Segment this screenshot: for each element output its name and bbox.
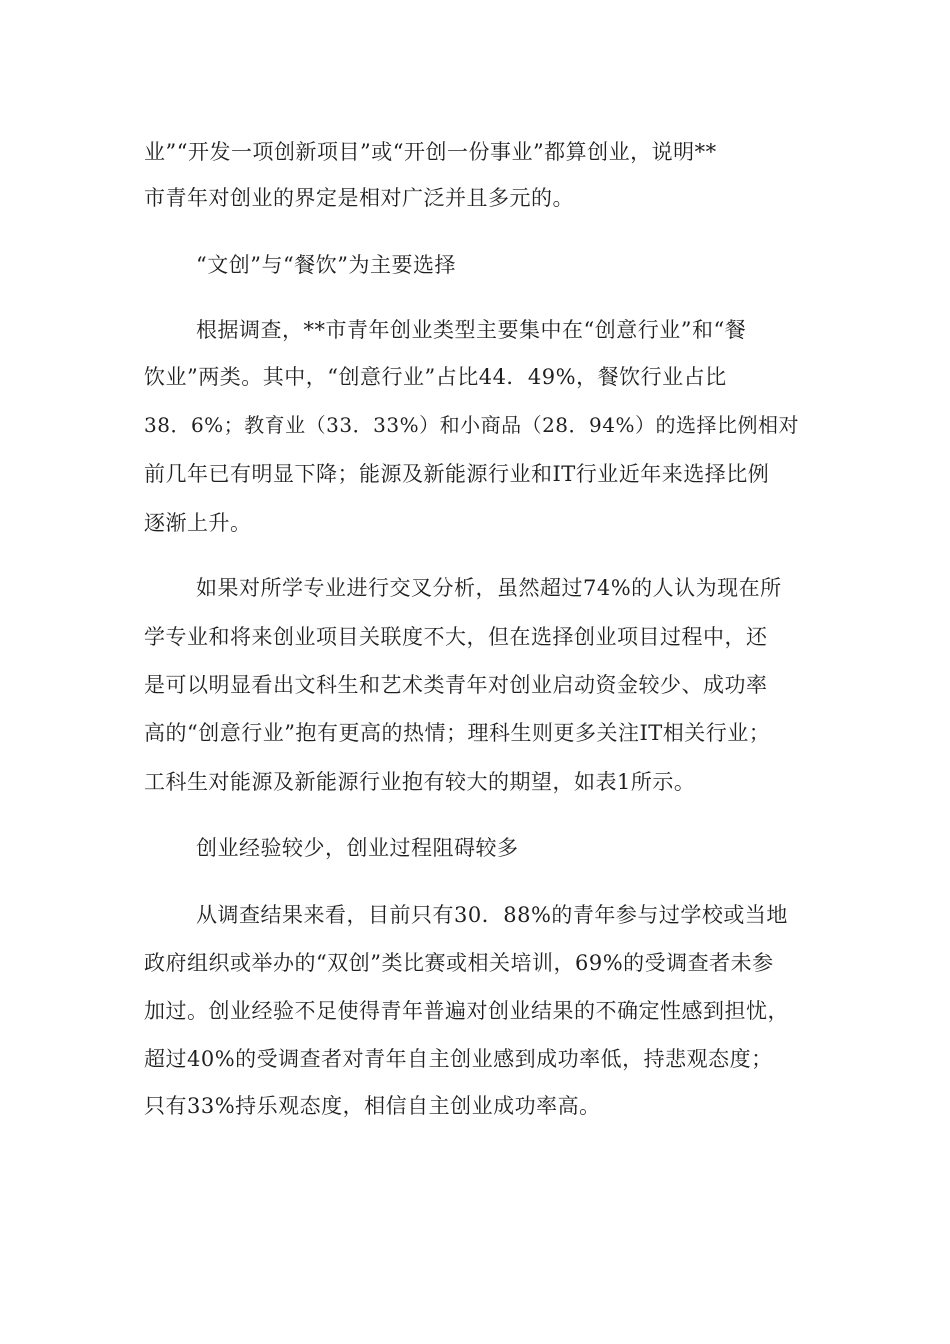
- text-line: 如果对所学专业进行交叉分析，虽然超过74%的人认为现在所: [196, 576, 782, 600]
- text-line: 饮业”两类。其中，“创意行业”占比44．49%，餐饮行业占比: [144, 365, 727, 389]
- text-line: 超过40%的受调查者对青年自主创业感到成功率低，持悲观态度；: [144, 1047, 773, 1071]
- text-line: 市青年对创业的界定是相对广泛并且多元的。: [144, 186, 574, 210]
- text-line: 学专业和将来创业项目关联度不大，但在选择创业项目过程中，还: [144, 625, 768, 649]
- text-line: 高的“创意行业”抱有更高的热情；理科生则更多关注IT相关行业；: [144, 721, 771, 745]
- section-heading: 创业经验较少，创业过程阻碍较多: [196, 836, 519, 860]
- text-line: 加过。创业经验不足使得青年普遍对创业结果的不确定性感到担忧，: [144, 999, 789, 1023]
- text-line: 38．6%；教育业（33．33%）和小商品（28．94%）的选择比例相对: [144, 413, 799, 437]
- text-line: 逐渐上升。: [144, 511, 252, 535]
- text-line: 前几年已有明显下降；能源及新能源行业和IT行业近年来选择比例: [144, 462, 770, 486]
- text-line: 根据调查，**市青年创业类型主要集中在“创意行业”和“餐: [196, 318, 747, 342]
- section-heading: “文创”与“餐饮”为主要选择: [196, 253, 456, 277]
- text-line: 是可以明显看出文科生和艺术类青年对创业启动资金较少、成功率: [144, 673, 768, 697]
- text-line: 工科生对能源及新能源行业抱有较大的期望，如表1所示。: [144, 770, 696, 794]
- text-line: 只有33%持乐观态度，相信自主创业成功率高。: [144, 1094, 601, 1118]
- text-line: 业”“开发一项创新项目”或“开创一份事业”都算创业，说明**: [144, 140, 717, 164]
- text-line: 政府组织或举办的“双创”类比赛或相关培训，69%的受调查者未参: [144, 951, 774, 975]
- text-line: 从调查结果来看，目前只有30．88%的青年参与过学校或当地: [196, 903, 788, 927]
